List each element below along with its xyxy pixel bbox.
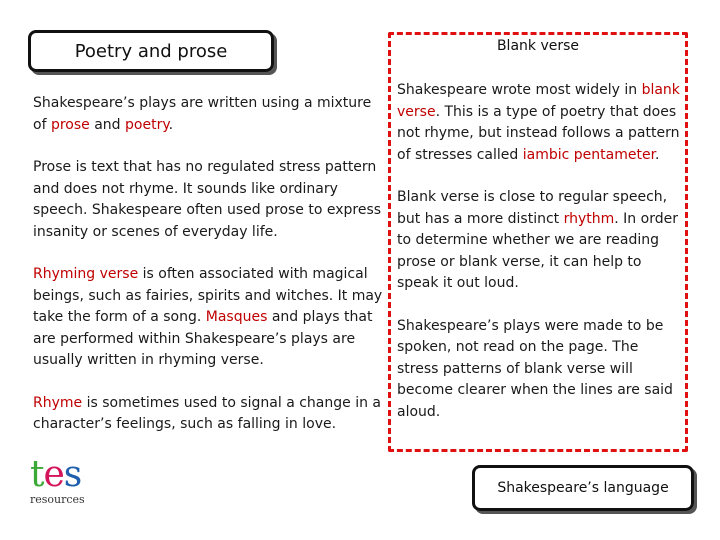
term-masques: Masques <box>205 309 268 325</box>
term-blank-verse: blank verse <box>397 82 680 120</box>
shakespeares-language-box <box>472 465 694 511</box>
term-rhyme: Rhyme <box>33 394 83 411</box>
paragraph-prose: Prose is text that has no regulated stress pattern and does not rhyme. It sounds like ordinary speech. Shakespeare often used prose to express insanity or scenes of everyday life. <box>33 159 382 240</box>
paragraph-rhyme: Rhyme is sometimes used to signal a change in a character’s feelings, such as falling in love. <box>33 394 381 432</box>
page-title: Poetry and prose <box>74 40 228 62</box>
paragraph-spoken: Shakespeare’s plays were made to be spoken, not read on the page. The stress patterns of blank verse will become clearer when the lines are said aloud. <box>397 317 673 420</box>
footer-label: Shakespeare’s language <box>497 480 669 496</box>
left-column <box>33 93 385 457</box>
term-rhythm: rhythm <box>563 210 615 227</box>
right-column <box>397 80 682 444</box>
paragraph-rhyming-verse: Rhyming verse is often associated with magical beings, such as fairies, spirits and witches. It may take the form of a song. Masques and plays that are performed within Shakespeare’s plays are usually written in rhyming verse. <box>33 266 383 368</box>
blank-verse-title: Blank verse <box>496 38 580 54</box>
term-poetry: poetry <box>125 116 169 133</box>
tes-logo <box>30 454 94 506</box>
term-rhyming-verse: Rhyming verse <box>33 266 139 282</box>
title-box <box>28 30 274 72</box>
tes-logo-mark: tes <box>30 454 82 495</box>
term-prose: prose <box>50 116 90 133</box>
term-iambic-pentameter: iambic pentameter <box>522 146 656 163</box>
paragraph-rhythm: Blank verse is close to regular speech, but has a more distinct rhythm. In order to determine whether we are reading prose or blank verse, it can help to speak it out loud. <box>397 189 678 291</box>
paragraph-blank-verse-intro: Shakespeare wrote most widely in blank verse. This is a type of poetry that does not rhyme, but instead follows a pattern of stresses called iambic pentameter. <box>397 82 680 163</box>
tes-logo-subtitle: resources <box>30 493 85 506</box>
paragraph-mixture: Shakespeare’s plays are written using a mixture of prose and poetry. <box>33 95 372 133</box>
